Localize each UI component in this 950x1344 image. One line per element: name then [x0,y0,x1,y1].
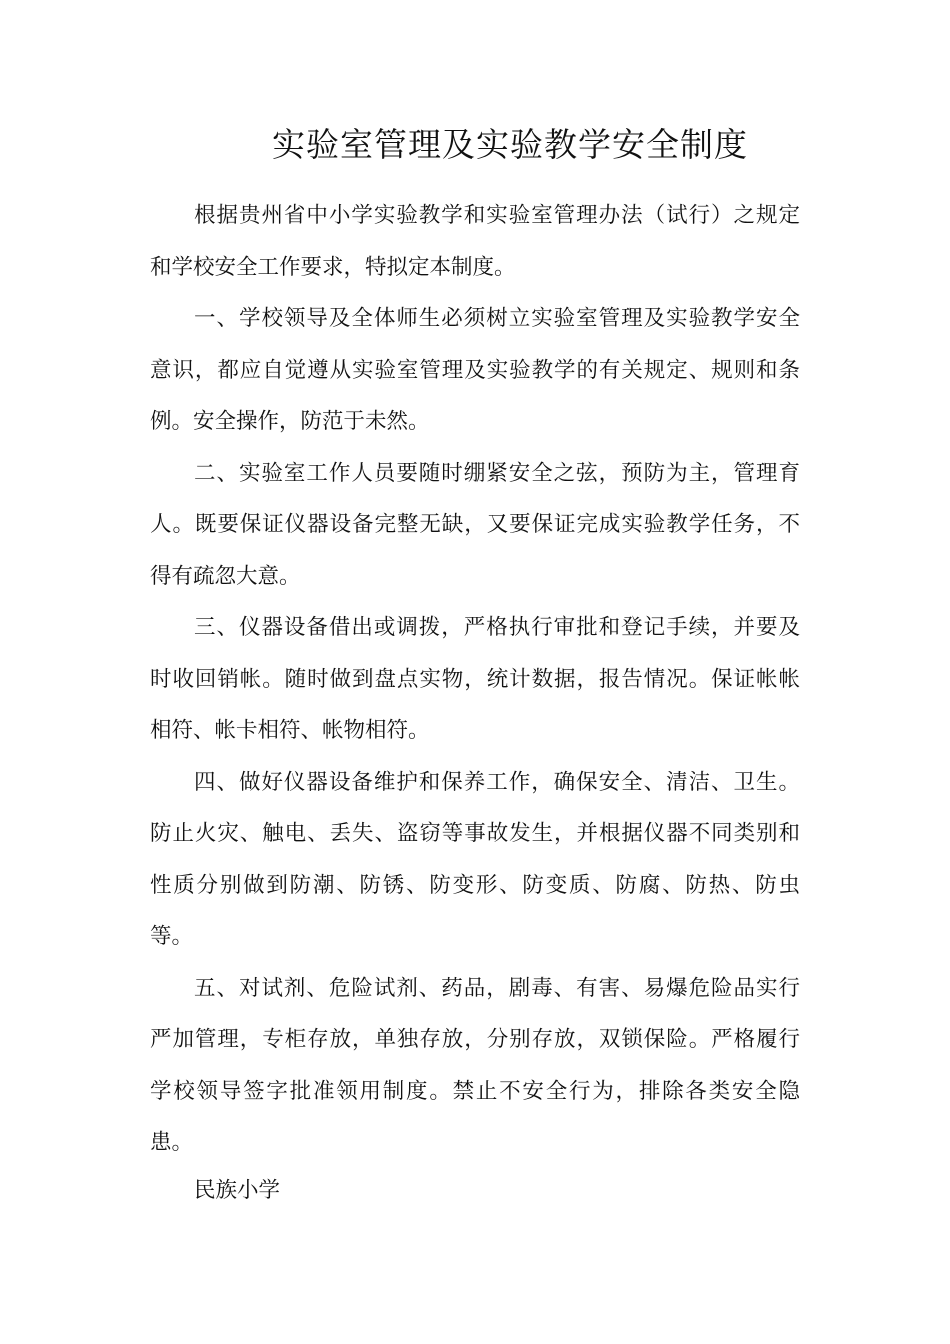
paragraph-line: 时收回销帐。随时做到盘点实物，统计数据，报告情况。保证帐帐 [150,666,800,692]
paragraph-article-3 [150,602,800,757]
signature: 民族小学 [194,1178,281,1203]
paragraph-line: 学校领导签字批准领用制度。禁止不安全行为，排除各类安全隐 [150,1078,800,1104]
paragraph-line: 防止火灾、触电、丢失、盗窃等事故发生，并根据仪器不同类别和 [150,821,800,846]
paragraph-line: 意识，都应自觉遵从实验室管理及实验教学的有关规定、规则和条 [150,357,800,383]
paragraph-article-5 [150,963,800,1169]
document-title: 实验室管理及实验教学安全制度 [272,125,748,164]
paragraph-line: 一、学校领导及全体师生必须树立实验室管理及实验教学安全 [194,306,800,331]
paragraph-line: 二、实验室工作人员要随时绷紧安全之弦，预防为主，管理育 [194,460,800,486]
paragraph-line: 四、做好仪器设备维护和保养工作，确保安全、清洁、卫生。 [194,769,800,795]
paragraph-line: 性质分别做到防潮、防锈、防变形、防变质、防腐、防热、防虫 [150,872,800,898]
paragraph-line: 等。 [150,924,194,949]
paragraph-article-1 [150,293,800,448]
paragraph-line: 人。既要保证仪器设备完整无缺，又要保证完成实验教学任务，不 [150,512,800,537]
paragraph-line: 五、对试剂、危险试剂、药品，剧毒、有害、易爆危险品实行 [194,975,800,1001]
paragraph-line: 患。 [150,1130,194,1155]
paragraph-intro [150,190,800,293]
paragraph-line: 根据贵州省中小学实验教学和实验室管理办法（试行）之规定 [194,203,800,228]
paragraph-line: 严加管理，专柜存放，单独存放，分别存放，双锁保险。严格履行 [150,1027,800,1052]
paragraph-article-2 [150,448,800,603]
paragraph-line: 相符、帐卡相符、帐物相符。 [150,718,430,743]
paragraph-line: 例。安全操作，防范于未然。 [150,409,430,434]
paragraph-line: 得有疏忽大意。 [150,563,301,589]
paragraph-line: 和学校安全工作要求，特拟定本制度。 [150,254,516,280]
paragraph-line: 三、仪器设备借出或调拨，严格执行审批和登记手续，并要及 [194,615,800,640]
document-body [150,190,800,1169]
paragraph-article-4 [150,757,800,963]
